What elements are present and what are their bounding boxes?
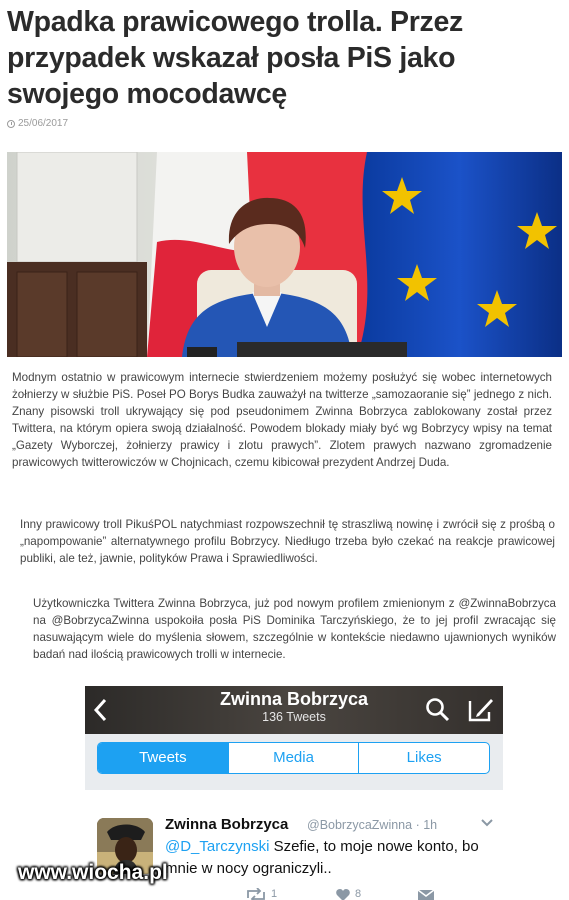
twitter-tweet-count: 136 Tweets bbox=[262, 710, 326, 724]
tab-media[interactable]: Media bbox=[228, 743, 359, 773]
article-photo bbox=[7, 152, 562, 357]
twitter-tabs bbox=[97, 742, 490, 774]
chevron-down-icon[interactable] bbox=[479, 816, 495, 830]
tab-tweets[interactable]: Tweets bbox=[98, 743, 228, 773]
tweet-actions bbox=[245, 888, 465, 900]
tweet-author-name[interactable]: Zwinna Bobrzyca bbox=[165, 816, 289, 833]
article-paragraph: Modnym ostatnio w prawicowym internecie stwierdzeniem możemy posłużyć się wobec internetowych żołnierzy w służbie PiS. Poseł PO Borys Budka zauważył na twitterze „samozaoranie się” jednego z nich. Znany pisowski troll ukrywający się pod pseudonimem Zwinna Bobrzyca zablokowany został przez Twittera, na którym opiera swoją działalność. Powodem blokady miały być wg Bobrzycy wpisy na temat „Gazety Wyborczej, żołnierzy prawicy i zlotu prawych”. Zlotem prawych nazwano zgromadzenie prawicowych twitterowiczów w Chojnicach, czemu kibicował prezydent Andrzej Duda. bbox=[12, 371, 552, 469]
search-icon[interactable] bbox=[425, 697, 451, 723]
article-meta bbox=[7, 118, 68, 129]
clock-icon bbox=[7, 120, 15, 128]
tweet-author-handle[interactable]: @BobrzycaZwinna · 1h bbox=[307, 818, 438, 832]
article-paragraph: Inny prawicowy troll PikuśPOL natychmiast rozpowszechnił tę straszliwą nowinę i zwrócił się z prośbą o „napompowanie” alternatywnego profilu Bobrzycy. Niedługo trzeba było czekać na reakcje prawicowej publiki, ale też, jawnie, polityków Prawa i Sprawiedliwości. bbox=[20, 518, 555, 565]
tweet-text-body: Szefie, to moje nowe konto, bo mnie w nocy ograniczyli.. bbox=[165, 838, 479, 877]
article-photo-illustration bbox=[7, 152, 562, 357]
article-paragraph: Użytkowniczka Twittera Zwinna Bobrzyca, już pod nowym profilem zmienionym z @ZwinnaBobrzyca na @BobrzycaZwinna uspokoiła posła PiS Dominika Tarczyńskiego, że to jej profil zwracając się nasuwającym wiele do myślenia słowem, szczególnie w kontekście niedawno ujawnionych wyników badań nad ilością prawicowych trolli w internecie. bbox=[33, 597, 556, 661]
retweet-icon[interactable] bbox=[245, 888, 267, 900]
site-watermark: www.wiocha.pl bbox=[18, 861, 168, 884]
tweet-text bbox=[165, 836, 485, 880]
retweet-count: 1 bbox=[271, 888, 278, 900]
tab-likes[interactable]: Likes bbox=[358, 743, 489, 773]
article-title: Wpadka prawicowego trolla. Przez przypadek wskazał posła PiS jako swojego mocodawcę bbox=[7, 6, 464, 110]
direct-message-icon[interactable] bbox=[417, 888, 435, 900]
article-date: 25/06/2017 bbox=[18, 118, 69, 129]
compose-tweet-icon[interactable] bbox=[467, 696, 495, 724]
twitter-profile-name: Zwinna Bobrzyca bbox=[219, 689, 369, 709]
like-count: 8 bbox=[355, 888, 362, 900]
tweet-mention[interactable]: @D_Tarczynski bbox=[165, 838, 270, 855]
heart-icon[interactable] bbox=[335, 888, 351, 900]
twitter-profile-header bbox=[85, 686, 503, 734]
